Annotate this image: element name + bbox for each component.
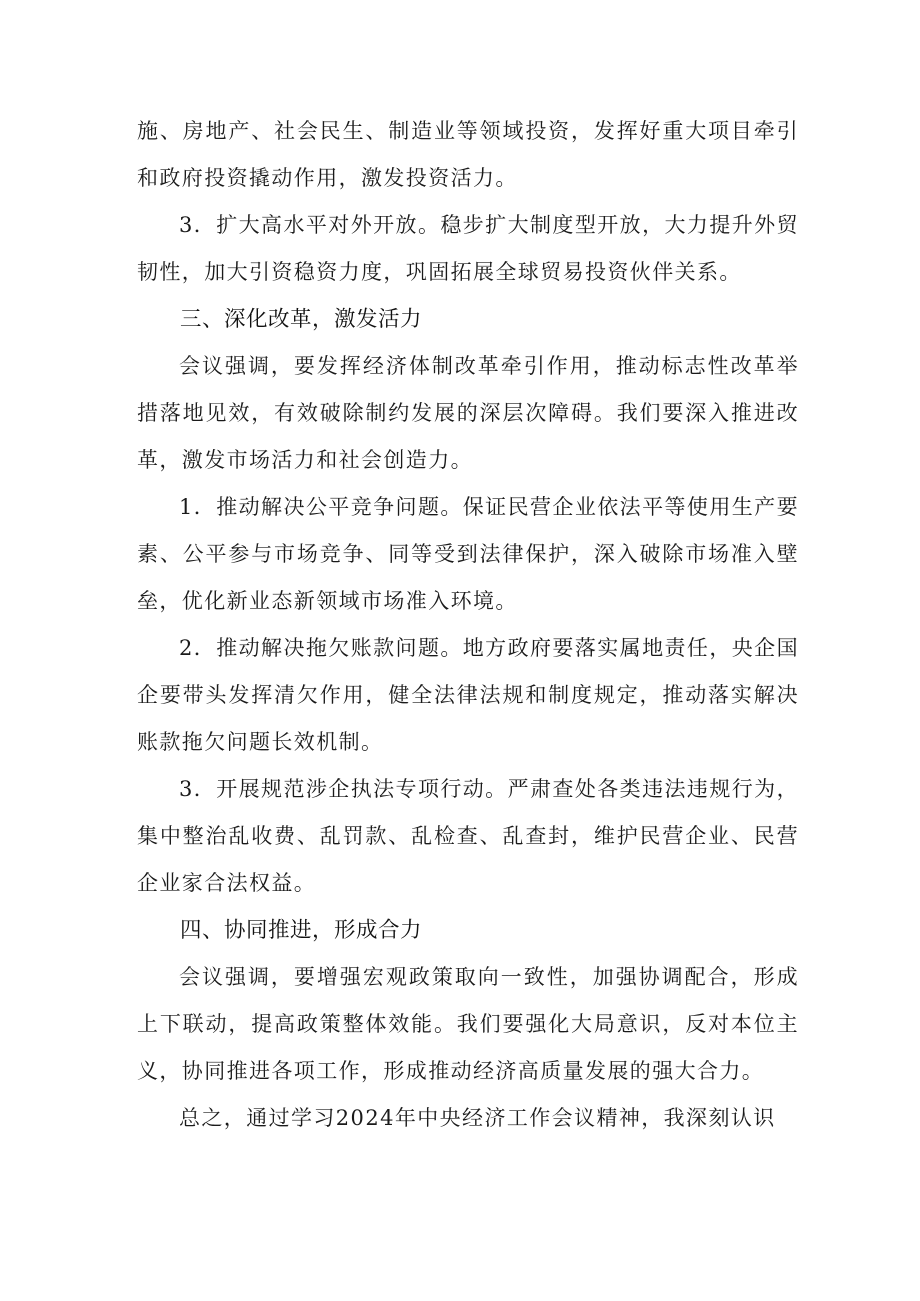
paragraph-coordination-intro: 会议强调，要增强宏观政策取向一致性，加强协调配合，形成上下联动，提高政策整体效能。我们要强化大局意识，反对本位主义，协同推进各项工作，形成推动经济高质量发展的强大合力。 bbox=[137, 965, 799, 1083]
paragraph-item-3-opening-up: 3．扩大高水平对外开放。稳步扩大制度型开放，大力提升外贸韧性，加大引资稳资力度，巩固拓展全球贸易投资伙伴关系。 bbox=[137, 213, 799, 284]
paragraph-investment-continuation: 施、房地产、社会民生、制造业等领域投资，发挥好重大项目牵引和政府投资撬动作用，激发投资活力。 bbox=[137, 119, 799, 190]
paragraph-item-3-enforcement: 3．开展规范涉企执法专项行动。严肃查处各类违法违规行为，集中整治乱收费、乱罚款、乱检查、乱查封，维护民营企业、民营企业家合法权益。 bbox=[137, 777, 799, 895]
section-heading-4: 四、协同推进，形成合力 bbox=[180, 918, 423, 943]
document-body bbox=[137, 108, 799, 1142]
section-heading-3: 三、深化改革，激发活力 bbox=[180, 307, 423, 332]
paragraph-item-1-fair-competition: 1．推动解决公平竞争问题。保证民营企业依法平等使用生产要素、公平参与市场竞争、同等受到法律保护，深入破除市场准入壁垒，优化新业态新领域市场准入环境。 bbox=[137, 495, 799, 613]
paragraph-conclusion: 总之，通过学习2024年中央经济工作会议精神，我深刻认识 bbox=[179, 1106, 776, 1130]
paragraph-reform-intro: 会议强调，要发挥经济体制改革牵引作用，推动标志性改革举措落地见效，有效破除制约发展的深层次障碍。我们要深入推进改革，激发市场活力和社会创造力。 bbox=[137, 354, 799, 472]
paragraph-item-2-arrears: 2．推动解决拖欠账款问题。地方政府要落实属地责任，央企国企要带头发挥清欠作用，健全法律法规和制度规定，推动落实解决账款拖欠问题长效机制。 bbox=[137, 636, 799, 754]
